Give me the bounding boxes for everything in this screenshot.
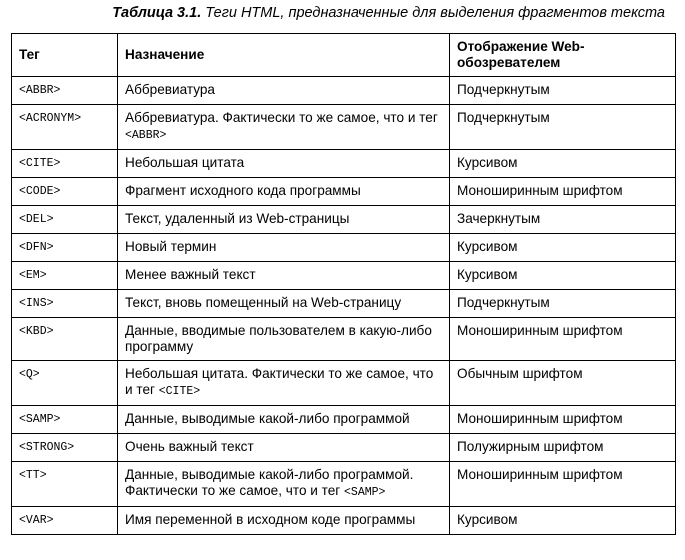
- cell-tag: <CITE>: [12, 150, 118, 178]
- cell-purpose: [118, 206, 450, 234]
- cell-display: Курсивом: [450, 507, 676, 535]
- cell-tag: <VAR>: [12, 507, 118, 535]
- purpose-text: Имя переменной в исходном коде программы: [125, 512, 416, 527]
- purpose-text: Текст, удаленный из Web-страницы: [125, 211, 350, 226]
- purpose-text: Данные, выводимые какой-либо программой. Фактически то же самое, что и тег: [125, 467, 414, 498]
- cell-purpose: [118, 290, 450, 318]
- cell-purpose: [118, 507, 450, 535]
- html-tags-table: [11, 33, 676, 535]
- purpose-text: Текст, вновь помещенный на Web-страницу: [125, 295, 402, 310]
- cell-display: Подчеркнутым: [450, 290, 676, 318]
- purpose-text: Аббревиатура. Фактически то же самое, что и тег: [125, 110, 438, 125]
- purpose-text: Данные, вводимые пользователем в какую-либо программу: [125, 323, 432, 354]
- purpose-text: Фрагмент исходного кода программы: [125, 183, 361, 198]
- cell-purpose: [118, 462, 450, 507]
- table-row: [12, 178, 676, 206]
- cell-tag: <ABBR>: [12, 77, 118, 105]
- table-row: [12, 150, 676, 178]
- header-display: Отображение Web-обозревателем: [450, 34, 676, 77]
- cell-purpose: [118, 318, 450, 361]
- table-row: [12, 462, 676, 507]
- cell-tag: <TT>: [12, 462, 118, 507]
- table-header-row: [12, 34, 676, 77]
- cell-purpose: [118, 406, 450, 434]
- cell-display: Моноширинным шрифтом: [450, 318, 676, 361]
- table-row: [12, 290, 676, 318]
- cell-purpose: [118, 262, 450, 290]
- cell-purpose: [118, 434, 450, 462]
- header-purpose: Назначение: [118, 34, 450, 77]
- cell-display: Курсивом: [450, 262, 676, 290]
- cell-tag: <INS>: [12, 290, 118, 318]
- cell-tag: <ACRONYM>: [12, 105, 118, 150]
- purpose-text: Аббревиатура: [125, 82, 215, 97]
- cell-display: Обычным шрифтом: [450, 361, 676, 406]
- purpose-code: <SAMP>: [344, 486, 386, 499]
- table-row: [12, 206, 676, 234]
- cell-display: Зачеркнутым: [450, 206, 676, 234]
- table-row: [12, 234, 676, 262]
- purpose-text: Небольшая цитата: [125, 155, 245, 170]
- cell-purpose: [118, 178, 450, 206]
- cell-display: Моноширинным шрифтом: [450, 462, 676, 507]
- cell-tag: <DEL>: [12, 206, 118, 234]
- purpose-text: Небольшая цитата. Фактически то же самое, что и тег: [125, 366, 434, 397]
- table-caption-label: Таблица 3.1.: [112, 5, 202, 21]
- cell-tag: <SAMP>: [12, 406, 118, 434]
- purpose-code: <ABBR>: [125, 129, 167, 142]
- purpose-text: Менее важный текст: [125, 267, 256, 282]
- cell-tag: <STRONG>: [12, 434, 118, 462]
- cell-display: Подчеркнутым: [450, 77, 676, 105]
- table-row: [12, 262, 676, 290]
- cell-display: Моноширинным шрифтом: [450, 178, 676, 206]
- cell-tag: <Q>: [12, 361, 118, 406]
- table-caption-text: Теги HTML, предназначенные для выделения фрагментов текста: [201, 5, 665, 21]
- purpose-text: Очень важный текст: [125, 439, 254, 454]
- cell-display: Курсивом: [450, 150, 676, 178]
- cell-display: Полужирным шрифтом: [450, 434, 676, 462]
- cell-tag: <EM>: [12, 262, 118, 290]
- purpose-text: Данные, выводимые какой-либо программой: [125, 411, 410, 426]
- purpose-text: Новый термин: [125, 239, 217, 254]
- table-row: [12, 361, 676, 406]
- cell-tag: <DFN>: [12, 234, 118, 262]
- table-row: [12, 406, 676, 434]
- cell-tag: <KBD>: [12, 318, 118, 361]
- cell-display: Моноширинным шрифтом: [450, 406, 676, 434]
- cell-purpose: [118, 150, 450, 178]
- cell-display: Подчеркнутым: [450, 105, 676, 150]
- cell-purpose: [118, 234, 450, 262]
- table-row: [12, 318, 676, 361]
- purpose-code: <CITE>: [158, 385, 201, 398]
- table-row: [12, 105, 676, 150]
- cell-tag: <CODE>: [12, 178, 118, 206]
- table-caption: [112, 5, 665, 21]
- header-tag: Тег: [12, 34, 118, 77]
- table-body: [12, 77, 676, 535]
- cell-purpose: [118, 105, 450, 150]
- table-row: [12, 434, 676, 462]
- cell-purpose: [118, 77, 450, 105]
- cell-display: Курсивом: [450, 234, 676, 262]
- cell-purpose: [118, 361, 450, 406]
- table-row: [12, 77, 676, 105]
- table-row: [12, 507, 676, 535]
